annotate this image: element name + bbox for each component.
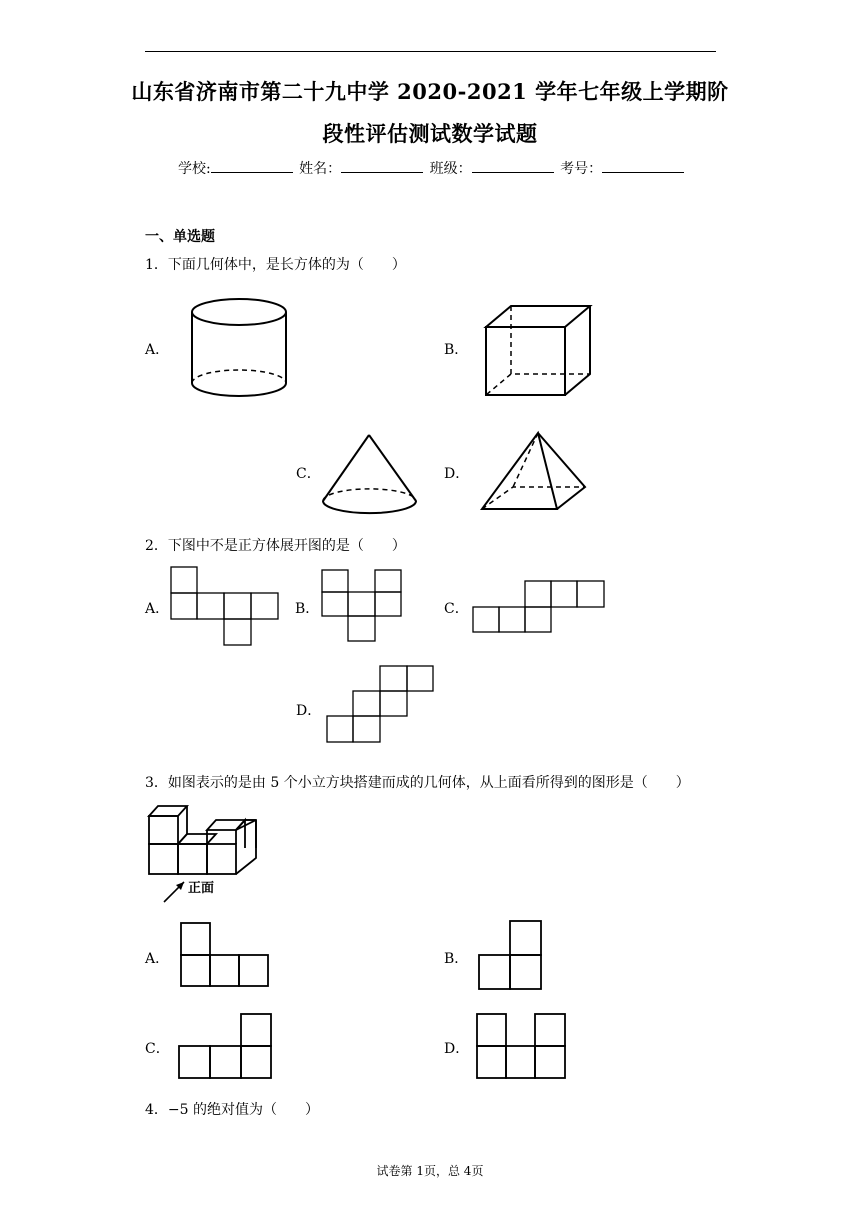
- header-rule: [145, 51, 716, 52]
- cube-net-c-icon: [472, 580, 608, 634]
- q2-option-a-label: A．: [145, 601, 170, 617]
- question-2: [145, 535, 406, 555]
- exam-number-blank[interactable]: [602, 160, 684, 173]
- question-number: 3．: [145, 775, 168, 791]
- q1-option-d-label: D．: [444, 466, 470, 482]
- top-view-b-icon: [478, 920, 544, 992]
- question-number: 1．: [145, 257, 168, 273]
- school-label: 学校:: [178, 161, 211, 177]
- cone-icon: [320, 433, 420, 517]
- question-number: 4．: [145, 1102, 168, 1118]
- question-text: 下面几何体中，是长方体的为（ ）: [167, 257, 406, 273]
- question-text: −5 的绝对值为（ ）: [167, 1102, 320, 1118]
- class-label: 班级：: [429, 161, 472, 177]
- class-blank[interactable]: [472, 160, 554, 173]
- q3-option-c-label: C．: [145, 1041, 170, 1057]
- question-text: 如图表示的是由 5 个小立方块搭建而成的几何体，从上面看所得到的图形是（ ）: [167, 775, 690, 791]
- cube-net-d-icon: [326, 665, 436, 745]
- q1-option-b-label: B．: [444, 342, 469, 358]
- q2-option-b-label: B．: [295, 601, 320, 617]
- question-4: [145, 1099, 319, 1119]
- question-number: 2．: [145, 538, 168, 554]
- q1-option-a-label: A．: [145, 342, 170, 358]
- page-footer: 试卷第 1页，总 4页: [376, 1164, 484, 1178]
- question-1: [145, 254, 406, 274]
- top-view-d-icon: [476, 1013, 568, 1081]
- name-blank[interactable]: [341, 160, 423, 173]
- school-blank[interactable]: [211, 160, 293, 173]
- cube-net-b-icon: [321, 569, 403, 643]
- pyramid-icon: [480, 430, 590, 512]
- stacked-cubes-figure: [146, 802, 262, 908]
- top-view-a-icon: [180, 922, 272, 988]
- q1-option-c-label: C．: [296, 466, 321, 482]
- q3-option-a-label: A．: [145, 951, 170, 967]
- question-3: [145, 772, 690, 792]
- front-view-label: 正面: [188, 881, 215, 896]
- q3-option-d-label: D．: [444, 1041, 470, 1057]
- exam-title-line-1: 山东省济南市第二十九中学 2020-2021 学年七年级上学期阶: [131, 79, 729, 104]
- cube-icon: [484, 302, 594, 397]
- section-heading: 一、单选题: [145, 229, 215, 245]
- cube-net-a-icon: [170, 566, 280, 648]
- q2-option-d-label: D．: [296, 703, 322, 719]
- question-text: 下图中不是正方体展开图的是（ ）: [167, 538, 406, 554]
- name-label: 姓名：: [299, 161, 342, 177]
- q2-option-c-label: C．: [444, 601, 469, 617]
- top-view-c-icon: [178, 1013, 274, 1081]
- student-info-fields: [178, 158, 686, 178]
- exam-number-label: 考号：: [560, 161, 603, 177]
- q3-option-b-label: B．: [444, 951, 469, 967]
- cylinder-icon: [190, 296, 290, 404]
- exam-title-line-2: 段性评估测试数学试题: [322, 121, 538, 146]
